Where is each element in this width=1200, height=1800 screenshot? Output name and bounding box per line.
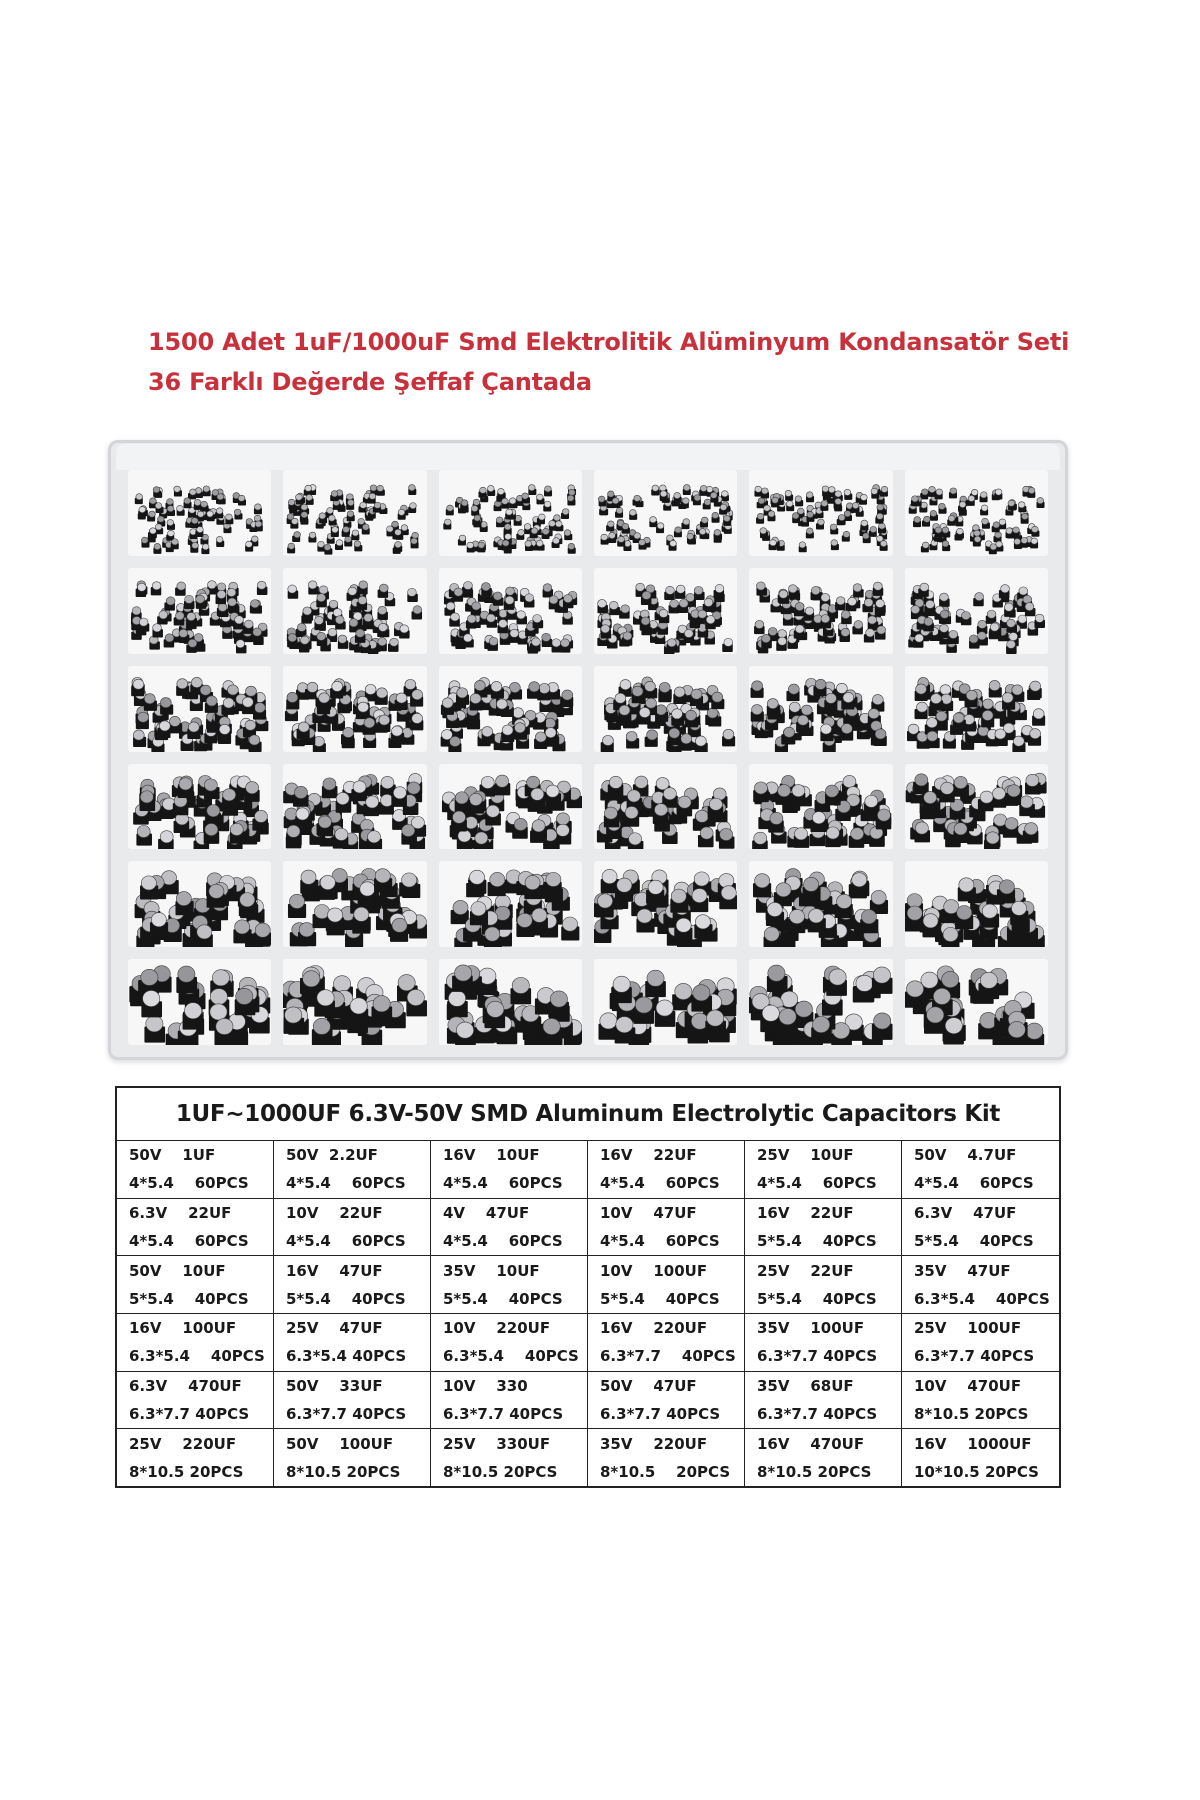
case-lid-hinge: [116, 444, 1060, 470]
kit-cell: [902, 1256, 1059, 1314]
kit-cell: [745, 1256, 902, 1314]
kit-cell-size-quantity: 5*5.4 40PCS: [600, 1289, 720, 1308]
kit-cell-voltage-capacitance: 50V 10UF: [129, 1261, 226, 1280]
capacitors-pile: [594, 959, 737, 1045]
kit-cell: [431, 1429, 588, 1487]
kit-cell-voltage-capacitance: 10V 470UF: [914, 1376, 1022, 1395]
kit-cell: [588, 1314, 745, 1372]
capacitor-storage-case-photo: [108, 440, 1068, 1060]
kit-cell-size-quantity: 5*5.4 40PCS: [757, 1231, 877, 1250]
kit-cell: [902, 1314, 1059, 1372]
kit-cell-voltage-capacitance: 16V 1000UF: [914, 1435, 1032, 1454]
kit-cell: [274, 1429, 431, 1487]
kit-cell-size-quantity: 5*5.4 40PCS: [443, 1289, 563, 1308]
capacitors-pile: [905, 764, 1048, 850]
product-heading: [148, 322, 1069, 402]
kit-cell-size-quantity: 6.3*7.7 40PCS: [600, 1404, 721, 1423]
kit-cell-size-quantity: 5*5.4 40PCS: [757, 1289, 877, 1308]
capacitors-pile: [905, 861, 1048, 947]
kit-cell-voltage-capacitance: 4V 47UF: [443, 1203, 530, 1222]
case-compartment: [283, 861, 426, 947]
kit-cell-voltage-capacitance: 16V 47UF: [286, 1261, 383, 1280]
case-compartments: [128, 470, 1048, 1045]
kit-cell-voltage-capacitance: 50V 1UF: [129, 1146, 216, 1165]
case-compartment: [594, 959, 737, 1045]
kit-cell-size-quantity: 8*10.5 20PCS: [600, 1463, 731, 1482]
capacitors-pile: [128, 959, 271, 1045]
case-compartment: [594, 861, 737, 947]
capacitors-pile: [283, 568, 426, 654]
case-compartment: [283, 568, 426, 654]
case-compartment: [439, 959, 582, 1045]
kit-cell-size-quantity: 8*10.5 20PCS: [757, 1463, 872, 1482]
capacitors-pile: [594, 568, 737, 654]
kit-cell-size-quantity: 4*5.4 60PCS: [286, 1174, 406, 1193]
capacitors-pile: [439, 861, 582, 947]
kit-cell-size-quantity: 6.3*5.4 40PCS: [914, 1289, 1050, 1308]
kit-cell: [902, 1372, 1059, 1430]
case-compartment: [439, 470, 582, 556]
case-compartment: [128, 764, 271, 850]
capacitors-pile: [283, 764, 426, 850]
kit-cell: [274, 1314, 431, 1372]
kit-cell-size-quantity: 6.3*7.7 40PCS: [286, 1404, 407, 1423]
kit-cell-size-quantity: 8*10.5 20PCS: [286, 1463, 401, 1482]
kit-cell-voltage-capacitance: 50V 2.2UF: [286, 1146, 378, 1165]
case-compartment: [128, 959, 271, 1045]
capacitors-pile: [749, 861, 892, 947]
capacitors-pile: [283, 959, 426, 1045]
kit-cell-voltage-capacitance: 10V 22UF: [286, 1203, 383, 1222]
case-compartment: [594, 470, 737, 556]
case-compartment: [283, 470, 426, 556]
capacitors-pile: [905, 568, 1048, 654]
case-compartment: [594, 568, 737, 654]
heading-line-1: 1500 Adet 1uF/1000uF Smd Elektrolitik Alüminyum Kondansatör Seti: [148, 328, 1070, 356]
kit-cell-size-quantity: 6.3*7.7 40PCS: [443, 1404, 564, 1423]
kit-cell: [431, 1141, 588, 1199]
kit-cell-voltage-capacitance: 10V 47UF: [600, 1203, 697, 1222]
kit-cell: [117, 1256, 274, 1314]
kit-cell: [902, 1199, 1059, 1257]
kit-cell-voltage-capacitance: 50V 100UF: [286, 1435, 394, 1454]
kit-cell-voltage-capacitance: 25V 100UF: [914, 1319, 1022, 1338]
case-compartment: [128, 861, 271, 947]
kit-cell-voltage-capacitance: 50V 33UF: [286, 1376, 383, 1395]
kit-cell-voltage-capacitance: 16V 220UF: [600, 1319, 708, 1338]
kit-cell-size-quantity: 6.3*5.4 40PCS: [286, 1347, 407, 1366]
kit-cell-voltage-capacitance: 6.3V 47UF: [914, 1203, 1017, 1222]
kit-contents-table: [115, 1086, 1061, 1488]
kit-cell: [117, 1141, 274, 1199]
kit-cell: [588, 1429, 745, 1487]
kit-cell-size-quantity: 6.3*5.4 40PCS: [443, 1347, 579, 1366]
kit-cell-size-quantity: 4*5.4 60PCS: [443, 1231, 563, 1250]
case-compartment: [283, 666, 426, 752]
kit-cell-size-quantity: 6.3*7.7 40PCS: [129, 1404, 250, 1423]
capacitors-pile: [128, 861, 271, 947]
kit-cell: [902, 1429, 1059, 1487]
capacitors-pile: [905, 470, 1048, 556]
kit-title: 1UF~1000UF 6.3V-50V SMD Aluminum Electrolytic Capacitors Kit: [117, 1088, 1059, 1141]
case-compartment: [749, 470, 892, 556]
kit-cell: [274, 1372, 431, 1430]
kit-cell-voltage-capacitance: 16V 22UF: [757, 1203, 854, 1222]
kit-cell-voltage-capacitance: 16V 22UF: [600, 1146, 697, 1165]
kit-cell-voltage-capacitance: 35V 47UF: [914, 1261, 1011, 1280]
capacitors-pile: [439, 666, 582, 752]
case-compartment: [905, 666, 1048, 752]
kit-cell: [117, 1429, 274, 1487]
case-compartment: [905, 568, 1048, 654]
kit-cell-size-quantity: 6.3*5.4 40PCS: [129, 1347, 265, 1366]
kit-cell-voltage-capacitance: 35V 10UF: [443, 1261, 540, 1280]
kit-cell-size-quantity: 4*5.4 60PCS: [914, 1174, 1034, 1193]
case-compartment: [905, 470, 1048, 556]
capacitors-pile: [594, 470, 737, 556]
kit-cell-voltage-capacitance: 6.3V 470UF: [129, 1376, 242, 1395]
capacitors-pile: [439, 764, 582, 850]
kit-cell: [431, 1199, 588, 1257]
kit-cell: [117, 1199, 274, 1257]
kit-cell: [745, 1141, 902, 1199]
kit-cell-voltage-capacitance: 25V 330UF: [443, 1435, 551, 1454]
kit-cell: [431, 1372, 588, 1430]
case-compartment: [749, 666, 892, 752]
kit-grid: [117, 1141, 1059, 1487]
capacitors-pile: [905, 666, 1048, 752]
case-compartment: [128, 470, 271, 556]
kit-cell-size-quantity: 6.3*7.7 40PCS: [757, 1404, 878, 1423]
kit-cell-voltage-capacitance: 16V 100UF: [129, 1319, 237, 1338]
kit-cell-size-quantity: 8*10.5 20PCS: [914, 1404, 1029, 1423]
kit-cell-voltage-capacitance: 25V 10UF: [757, 1146, 854, 1165]
case-compartment: [594, 666, 737, 752]
case-compartment: [905, 959, 1048, 1045]
kit-cell: [588, 1141, 745, 1199]
case-compartment: [439, 764, 582, 850]
case-compartment: [749, 764, 892, 850]
capacitors-pile: [749, 666, 892, 752]
kit-cell-size-quantity: 6.3*7.7 40PCS: [600, 1347, 736, 1366]
kit-cell-voltage-capacitance: 25V 22UF: [757, 1261, 854, 1280]
case-compartment: [439, 666, 582, 752]
kit-cell: [745, 1429, 902, 1487]
capacitors-pile: [128, 470, 271, 556]
capacitors-pile: [439, 470, 582, 556]
capacitors-pile: [439, 568, 582, 654]
kit-cell-size-quantity: 4*5.4 60PCS: [757, 1174, 877, 1193]
kit-cell-size-quantity: 8*10.5 20PCS: [129, 1463, 244, 1482]
kit-cell-size-quantity: 5*5.4 40PCS: [286, 1289, 406, 1308]
kit-cell-size-quantity: 4*5.4 60PCS: [129, 1174, 249, 1193]
kit-cell: [431, 1314, 588, 1372]
kit-cell-voltage-capacitance: 50V 47UF: [600, 1376, 697, 1395]
kit-cell: [588, 1199, 745, 1257]
capacitors-pile: [749, 764, 892, 850]
heading-line-2: 36 Farklı Değerde Şeffaf Çantada: [148, 368, 592, 396]
case-compartment: [439, 861, 582, 947]
kit-cell-size-quantity: 4*5.4 60PCS: [443, 1174, 563, 1193]
capacitors-pile: [128, 764, 271, 850]
kit-cell: [588, 1372, 745, 1430]
capacitors-pile: [594, 666, 737, 752]
capacitors-pile: [749, 470, 892, 556]
case-compartment: [283, 764, 426, 850]
kit-cell-voltage-capacitance: 25V 220UF: [129, 1435, 237, 1454]
case-compartment: [905, 764, 1048, 850]
capacitors-pile: [283, 666, 426, 752]
kit-cell-size-quantity: 4*5.4 60PCS: [600, 1174, 720, 1193]
kit-cell-voltage-capacitance: 50V 4.7UF: [914, 1146, 1017, 1165]
kit-cell: [117, 1314, 274, 1372]
kit-cell-voltage-capacitance: 35V 220UF: [600, 1435, 708, 1454]
kit-cell-size-quantity: 8*10.5 20PCS: [443, 1463, 558, 1482]
capacitors-pile: [594, 861, 737, 947]
case-compartment: [128, 666, 271, 752]
case-compartment: [283, 959, 426, 1045]
kit-cell: [274, 1256, 431, 1314]
kit-cell-size-quantity: 6.3*7.7 40PCS: [914, 1347, 1035, 1366]
kit-cell-voltage-capacitance: 35V 100UF: [757, 1319, 865, 1338]
capacitors-pile: [128, 666, 271, 752]
case-compartment: [749, 959, 892, 1045]
capacitors-pile: [283, 470, 426, 556]
capacitors-pile: [128, 568, 271, 654]
kit-cell: [588, 1256, 745, 1314]
kit-cell-size-quantity: 10*10.5 20PCS: [914, 1463, 1039, 1482]
kit-cell-size-quantity: 4*5.4 60PCS: [600, 1231, 720, 1250]
case-compartment: [905, 861, 1048, 947]
kit-cell: [745, 1314, 902, 1372]
kit-cell-size-quantity: 5*5.4 40PCS: [914, 1231, 1034, 1250]
kit-cell: [431, 1256, 588, 1314]
kit-cell: [274, 1199, 431, 1257]
case-compartment: [439, 568, 582, 654]
kit-cell-size-quantity: 5*5.4 40PCS: [129, 1289, 249, 1308]
case-compartment: [749, 568, 892, 654]
kit-cell: [745, 1199, 902, 1257]
kit-cell-voltage-capacitance: 6.3V 22UF: [129, 1203, 232, 1222]
kit-cell-voltage-capacitance: 25V 47UF: [286, 1319, 383, 1338]
kit-cell: [117, 1372, 274, 1430]
capacitors-pile: [749, 959, 892, 1045]
capacitors-pile: [594, 764, 737, 850]
kit-cell-voltage-capacitance: 35V 68UF: [757, 1376, 854, 1395]
capacitors-pile: [283, 861, 426, 947]
kit-cell-size-quantity: 4*5.4 60PCS: [286, 1231, 406, 1250]
kit-cell-voltage-capacitance: 16V 10UF: [443, 1146, 540, 1165]
kit-cell: [902, 1141, 1059, 1199]
capacitors-pile: [439, 959, 582, 1045]
kit-cell-size-quantity: 4*5.4 60PCS: [129, 1231, 249, 1250]
kit-cell-voltage-capacitance: 10V 100UF: [600, 1261, 708, 1280]
kit-cell-voltage-capacitance: 10V 330: [443, 1376, 528, 1395]
case-compartment: [128, 568, 271, 654]
case-compartment: [749, 861, 892, 947]
kit-cell-size-quantity: 6.3*7.7 40PCS: [757, 1347, 878, 1366]
kit-cell-voltage-capacitance: 10V 220UF: [443, 1319, 551, 1338]
case-compartment: [594, 764, 737, 850]
capacitors-pile: [749, 568, 892, 654]
kit-cell: [745, 1372, 902, 1430]
kit-cell-voltage-capacitance: 16V 470UF: [757, 1435, 865, 1454]
capacitors-pile: [905, 959, 1048, 1045]
kit-cell: [274, 1141, 431, 1199]
